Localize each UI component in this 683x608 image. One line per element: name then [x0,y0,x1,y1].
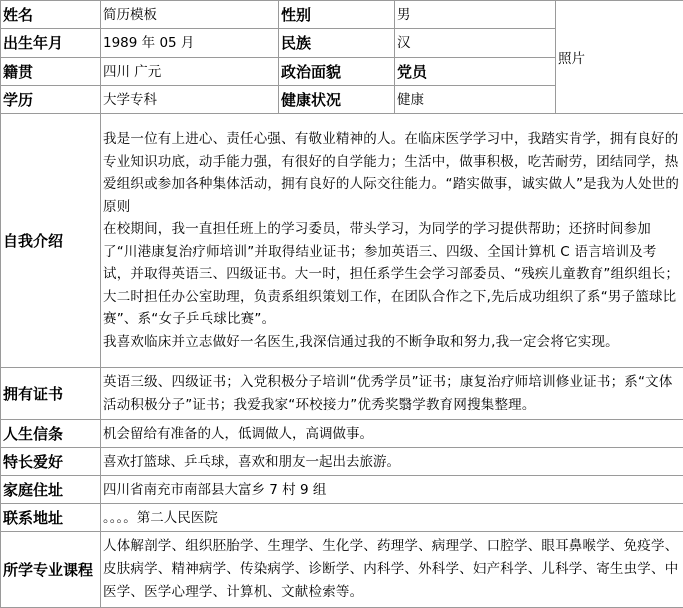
photo-cell: 照片 [556,1,683,114]
label-contact-address: 联系地址 [1,504,101,532]
value-gender: 男 [395,1,556,29]
label-birth: 出生年月 [1,29,101,58]
courses-text: 人体解剖学、组织胚胎学、生理学、生化学、药理学、病理学、口腔学、眼耳鼻喉学、免疫学、皮肤病学、精神病学、传染病学、诊断学、内科学、外科学、妇产科学、儿科学、寄生虫学、中医学、医学心理学、计算机、文献检索等。 [101,532,683,608]
label-name: 姓名 [1,1,101,29]
home-address-text: 四川省南充市南部县大富乡 7 村 9 组 [101,476,683,504]
label-hobbies: 特长爱好 [1,448,101,476]
label-health: 健康状况 [279,86,395,114]
self-intro-paragraph-2: 在校期间，我一直担任班上的学习委员，带头学习，为同学的学习提供帮助；还挤时间参加了“川港康复治疗师培训”并取得结业证书；参加英语三、四级、全国计算机 C 语言培训及考试，并取得英语三、四级证书。大一时，担任系学生会学习部委员、“残疾儿童教育”组织组长；大二时担任办公室助理，负责系组织策划工作，在团队合作之下,先后成功组织了系“男子篮球比赛”、系“女子乒乓球比赛”。 [103,218,681,331]
value-birth: 1989 年 05 月 [101,29,279,58]
label-courses: 所学专业课程 [1,532,101,608]
row-courses [1,532,683,608]
label-education: 学历 [1,86,101,114]
hobbies-text: 喜欢打篮球、乒乓球，喜欢和朋友一起出去旅游。 [101,448,683,476]
value-health: 健康 [395,86,556,114]
value-native-place: 四川 广元 [101,58,279,86]
row-certificates [1,368,683,420]
value-name: 简历模板 [101,1,279,29]
row-home-address [1,476,683,504]
row-name-gender [1,1,683,29]
label-gender: 性别 [279,1,395,29]
label-ethnicity: 民族 [279,29,395,58]
label-certificates: 拥有证书 [1,368,101,420]
value-ethnicity: 汉 [395,29,556,58]
label-self-intro: 自我介绍 [1,114,101,368]
self-intro-text [101,114,683,368]
label-motto: 人生信条 [1,420,101,448]
self-intro-paragraph-1: 我是一位有上进心、责任心强、有敬业精神的人。在临床医学学习中，我踏实肯学，拥有良好的专业知识功底，动手能力强，有很好的自学能力；生活中，做事积极，吃苦耐劳，团结同学，热爱组织或参加各种集体活动，拥有良好的人际交往能力。“踏实做事，诚实做人”是我为人处世的原则 [103,128,681,218]
row-motto [1,420,683,448]
value-politics: 党员 [395,58,556,86]
motto-text: 机会留给有准备的人，低调做人，高调做事。 [101,420,683,448]
row-self-intro [1,114,683,368]
row-contact-address [1,504,683,532]
certificates-text: 英语三级、四级证书；入党积极分子培训“优秀学员”证书；康复治疗师培训修业证书；系“文体活动积极分子”证书；我爱我家“环校接力”优秀奖翳学教育网搜集整理。 [101,368,683,420]
contact-address-text: 。。。。第二人民医院 [101,504,683,532]
row-hobbies [1,448,683,476]
label-politics: 政治面貌 [279,58,395,86]
label-native-place: 籍贯 [1,58,101,86]
value-education: 大学专科 [101,86,279,114]
self-intro-paragraph-3: 我喜欢临床并立志做好一名医生,我深信通过我的不断争取和努力,我一定会将它实现。 [103,331,681,354]
label-home-address: 家庭住址 [1,476,101,504]
